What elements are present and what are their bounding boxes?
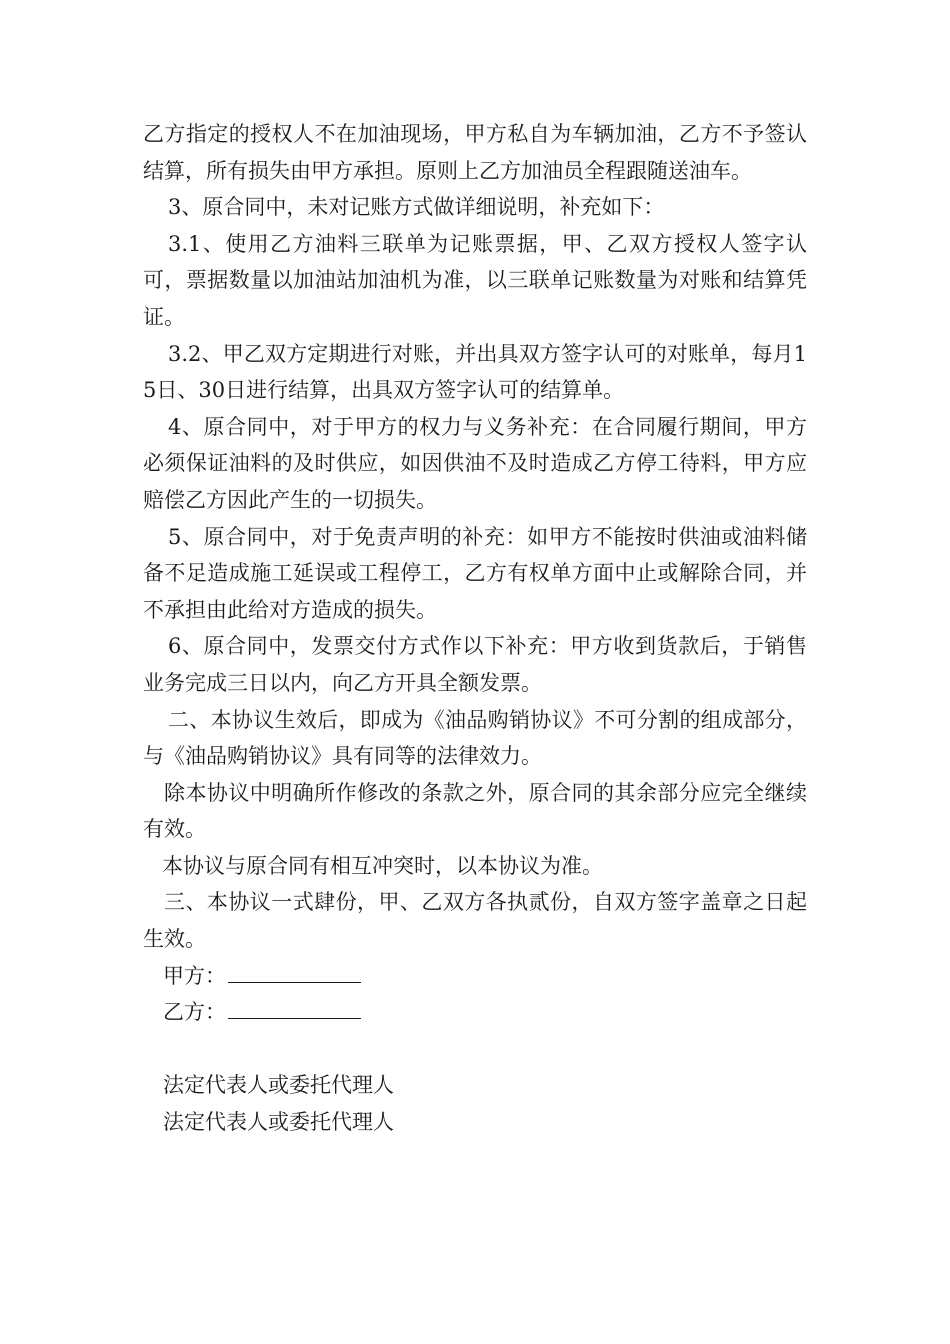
blank-line [143, 1031, 807, 1068]
party-a-signature-line [143, 958, 807, 995]
paragraph-clause-3-1: 3.1、使用乙方油料三联单为记账票据，甲、乙双方授权人签字认可，票据数量以加油站加油机为准，以三联单记账数量为对账和结算凭证。 [143, 231, 807, 329]
party-b-label: 乙方： [163, 1000, 226, 1025]
paragraph-continuation: 乙方指定的授权人不在加油现场，甲方私自为车辆加油，乙方不予签认结算，所有损失由甲方承担。原则上乙方加油员全程跟随送油车。 [143, 122, 807, 183]
representative-line-2: 法定代表人或委托代理人 [163, 1110, 394, 1135]
party-b-blank [228, 996, 361, 1019]
paragraph-clause-6: 6、原合同中，发票交付方式作以下补充：甲方收到货款后，于销售业务完成三日以内，向乙方开具全额发票。 [143, 634, 807, 695]
paragraph-remainder-valid: 除本协议中明确所作修改的条款之外，原合同的其余部分应完全继续有效。 [143, 780, 807, 842]
paragraph-clause-3: 3、原合同中，未对记账方式做详细说明，补充如下： [168, 195, 665, 220]
paragraph-clause-5: 5、原合同中，对于免责声明的补充：如甲方不能按时供油或油料储备不足造成施工延误或工程停工，乙方有权单方面中止或解除合同，并不承担由此给对方造成的损失。 [143, 524, 807, 622]
paragraph-clause-3-2: 3.2、甲乙双方定期进行对账，并出具双方签字认可的对账单，每月15日、30日进行结算，出具双方签字认可的结算单。 [143, 341, 807, 403]
paragraph-section-2: 二、本协议生效后，即成为《油品购销协议》不可分割的组成部分，与《油品购销协议》具有同等的法律效力。 [143, 707, 807, 769]
paragraph-conflict-rule: 本协议与原合同有相互冲突时，以本协议为准。 [162, 853, 603, 878]
party-a-label: 甲方： [163, 963, 226, 988]
paragraph-clause-4: 4、原合同中，对于甲方的权力与义务补充：在合同履行期间，甲方必须保证油料的及时供应，如因供油不及时造成乙方停工待料，甲方应赔偿乙方因此产生的一切损失。 [143, 414, 807, 512]
document-body [143, 116, 807, 1141]
representative-line-1: 法定代表人或委托代理人 [163, 1073, 394, 1098]
paragraph-section-3: 三、本协议一式肆份，甲、乙双方各执贰份，自双方签字盖章之日起生效。 [143, 890, 807, 952]
party-b-signature-line [143, 994, 807, 1031]
party-a-blank [228, 960, 361, 983]
